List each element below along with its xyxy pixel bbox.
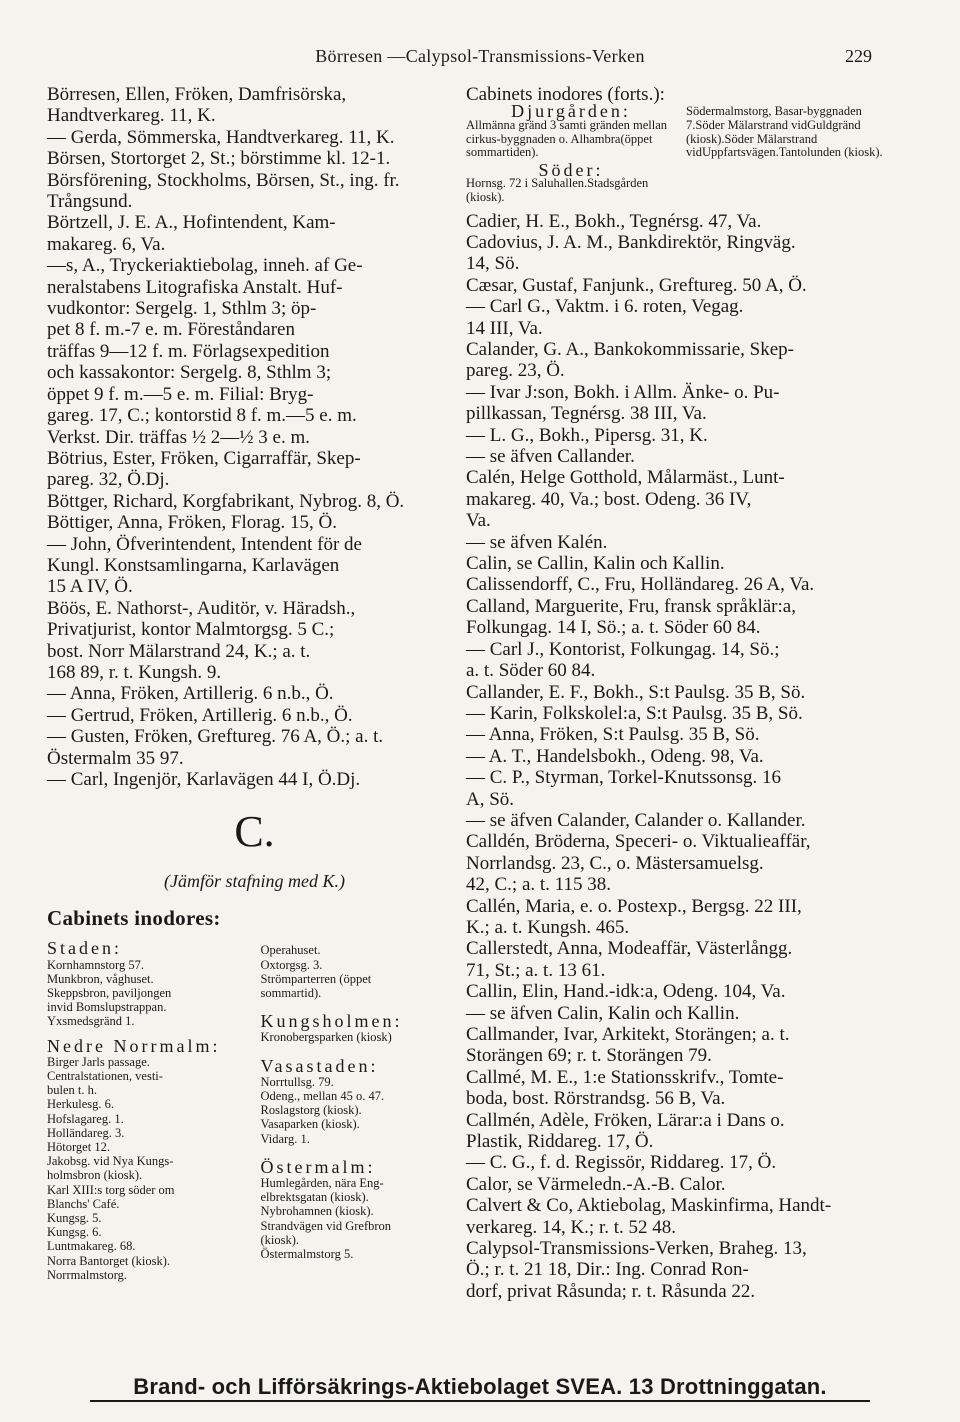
directory-entry	[47, 598, 462, 684]
list-item: Blanchs' Café.	[47, 1196, 120, 1211]
directory-entry	[47, 534, 462, 598]
entry-line: — C. G., f. d. Regissör, Riddareg. 17, Ö.	[466, 1152, 777, 1174]
entry-line: Cadovius, J. A. M., Bankdirektör, Ringväg.	[466, 231, 796, 253]
directory-entry	[466, 981, 896, 1002]
directory-entry	[466, 1238, 896, 1302]
entry-line: Börsförening, Stockholms, Börsen, St., ing. fr.	[47, 169, 400, 191]
entry-line: Calldén, Bröderna, Speceri- o. Viktualieaffär,	[466, 831, 811, 853]
entry-line: Callerstedt, Anna, Modeaffär, Västerlångg.	[466, 938, 793, 960]
entry-line: Norrlandsg. 23, C., o. Mästersamuelsg.	[466, 852, 764, 874]
list-item: Strandvägen vid Grefbron	[260, 1218, 392, 1233]
entry-line: neralstabens Litografiska Anstalt. Huf-	[47, 276, 343, 298]
list-item: Nybrohamnen (kiosk).	[260, 1204, 374, 1219]
list-item: Hötorget 12.	[47, 1140, 110, 1155]
entry-line: Folkungag. 14 I, Sö.; a. t. Söder 60 84.	[466, 617, 761, 639]
inodores-list	[47, 935, 462, 1282]
entry-line: Calissendorff, C., Fru, Holländareg. 26 A, Va.	[466, 574, 815, 596]
entry-line: Bötrius, Ester, Fröken, Cigarraffär, Skep-	[47, 447, 361, 469]
entry-line: Calin, se Callin, Kalin och Kallin.	[466, 553, 725, 575]
entry-line: öppet 9 f. m.—5 e. m. Filial: Bryg-	[47, 383, 314, 405]
directory-entry	[47, 84, 462, 127]
entry-line: pareg. 32, Ö.Dj.	[47, 469, 170, 491]
entry-line: boda, bost. Rörstrandsg. 56 B, Va.	[466, 1088, 726, 1110]
directory-entry	[47, 255, 462, 448]
directory-entry	[466, 425, 896, 446]
entry-line: 15 A IV, Ö.	[47, 576, 133, 598]
directory-entry	[466, 1024, 896, 1067]
entry-line: — Ivar J:son, Bokh. i Allm. Änke- o. Pu-	[466, 381, 780, 403]
directory-entry	[466, 1067, 896, 1110]
cross-reference-note: (Jämför stafning med K.)	[164, 871, 345, 892]
list-item: Stadsgården (kiosk).	[466, 176, 649, 204]
entry-line: — L. G., Bokh., Pipersg. 31, K.	[466, 424, 708, 446]
entry-line: Calander, G. A., Bankokommissarie, Skep-	[466, 339, 794, 360]
entry-line: K.; a. t. Kungsh. 465.	[466, 916, 630, 938]
entry-line: a. t. Söder 60 84.	[466, 660, 596, 682]
entry-line: Calor, se Värmeledn.-A.-B. Calor.	[466, 1173, 726, 1195]
kungsholmen-items	[261, 1030, 463, 1044]
directory-entry	[47, 448, 462, 491]
entry-line: — se äfven Calin, Kalin och Kallin.	[466, 1002, 740, 1024]
list-item: Birger Jarls passage.	[47, 1054, 150, 1069]
ostermalm-items	[261, 1176, 463, 1261]
directory-entry	[466, 896, 896, 939]
directory-entry	[466, 1174, 896, 1195]
entry-line: — Karin, Folkskolel:a, S:t Paulsg. 35 B, Sö.	[466, 702, 803, 724]
directory-entry	[466, 446, 896, 467]
list-item: Guldgränd (kiosk).	[686, 118, 861, 146]
entry-line: Östermalm 35 97.	[47, 747, 184, 769]
entry-line: och kassakontor: Sergelg. 8, Sthlm 3;	[47, 362, 332, 384]
entry-line: — John, Öfverintendent, Intendent för de	[47, 533, 362, 555]
entry-line: — Anna, Fröken, Artillerig. 6 n.b., Ö.	[47, 683, 334, 705]
entry-line: Böttger, Richard, Korgfabrikant, Nybrog. 8, Ö.	[47, 490, 405, 512]
entry-line: 14 III, Va.	[466, 317, 543, 339]
directory-entry	[466, 746, 896, 767]
entry-line: — Gusten, Fröken, Greftureg. 76 A, Ö.; a. t.	[47, 726, 384, 748]
entry-line: bost. Norr Mälarstrand 24, K.; a. t.	[47, 640, 311, 662]
entry-line: 71, St.; a. t. 13 61.	[466, 959, 606, 981]
entry-line: Storängen 69; r. t. Storängen 79.	[466, 1045, 712, 1067]
entry-line: makareg. 40, Va.; bost. Odeng. 36 IV,	[466, 488, 752, 510]
directory-entry	[47, 726, 462, 769]
directory-entry	[47, 683, 462, 704]
directory-entry	[466, 810, 896, 831]
vasastaden-heading: Vasastaden:	[260, 1055, 379, 1076]
directory-entry	[466, 553, 896, 574]
djurgarden-items	[466, 119, 676, 160]
entry-line: verkareg. 14, K.; r. t. 52 48.	[466, 1216, 677, 1238]
directory-entry	[466, 1195, 896, 1238]
entry-line: — C. P., Styrman, Torkel-Knutssonsg. 16	[466, 767, 782, 789]
list-item: Kornhamnstorg 57.	[47, 957, 144, 972]
entry-line: — A. T., Handelsbokh., Odeng. 98, Va.	[466, 745, 764, 767]
entry-line: Callander, E. F., Bokh., S:t Paulsg. 35 B, Sö.	[466, 681, 806, 703]
entry-line: Plastik, Riddareg. 17, Ö.	[466, 1131, 654, 1153]
right-entries	[466, 211, 896, 1303]
entry-line: Callmén, Adèle, Fröken, Lärar:a i Dans o.	[466, 1109, 785, 1131]
entry-line: —s, A., Tryckeriaktiebolag, inneh. af Ge-	[47, 255, 363, 277]
entry-line: gareg. 17, C.; kontorstid 8 f. m.—5 e. m.	[47, 405, 357, 427]
entry-line: — se äfven Callander.	[466, 446, 635, 468]
directory-entry	[466, 1110, 896, 1153]
list-item: i gränden mellan cirkus-	[466, 118, 667, 146]
entry-line: träffas 9—12 f. m. Förlagsexpedition	[47, 340, 330, 362]
directory-entry	[466, 275, 896, 296]
directory-entry	[466, 682, 896, 703]
djurgarden-heading: Djurgården:	[511, 101, 631, 122]
directory-entry	[47, 148, 462, 169]
entry-line: Ö.; r. t. 21 18, Dir.: Ing. Conrad Ron-	[466, 1259, 749, 1281]
right-column	[466, 84, 896, 1302]
list-item: Kungsg. 5.	[47, 1211, 102, 1226]
list-item: Oxtorgsg. 3.	[260, 957, 323, 972]
left-entries	[47, 84, 462, 790]
entry-line: Trångsund.	[47, 191, 133, 213]
entry-line: Privatjurist, kontor Malmtorgsg. 5 C.;	[47, 619, 335, 641]
list-item: Holländareg. 3.	[47, 1125, 125, 1140]
entry-line: 14, Sö.	[466, 253, 520, 275]
directory-entry	[466, 211, 896, 232]
list-item: (öppet sommartiden).	[466, 131, 653, 160]
entry-line: Börtzell, J. E. A., Hofintendent, Kam-	[47, 212, 336, 234]
entry-line: Cadier, H. E., Bokh., Tegnérsg. 47, Va.	[466, 210, 762, 232]
list-item: bulen t. h.	[47, 1083, 97, 1098]
entry-line: Calland, Marguerite, Fru, fransk språklär:a,	[466, 595, 796, 617]
list-item: Norra Bantorget (kiosk).	[47, 1253, 171, 1268]
directory-entry	[466, 703, 896, 724]
list-item: byggnaden o. Alhambra	[500, 131, 621, 146]
list-item: Strömparterren (öppet	[260, 971, 372, 986]
list-item: Skeppsbron, paviljongen	[47, 986, 172, 1001]
directory-entry	[466, 532, 896, 553]
page-number: 229	[845, 46, 872, 66]
kungsholmen-heading: Kungsholmen:	[260, 1011, 403, 1032]
left-column	[47, 84, 462, 1282]
list-item: Operahuset.	[260, 943, 321, 958]
list-item: (kiosk).	[260, 1232, 300, 1247]
list-item: byggnaden 7.	[686, 104, 862, 132]
staden-items-b	[261, 943, 463, 1000]
list-item: Östermalmstorg 5.	[260, 1247, 354, 1262]
entry-line: Calvert & Co, Aktiebolag, Maskinfirma, Handt-	[466, 1195, 832, 1217]
list-item: Yxsmedsgränd 1.	[47, 1014, 135, 1029]
list-item: Munkbron, våghuset.	[47, 971, 154, 986]
list-item: Herkulesg. 6.	[47, 1097, 114, 1112]
entry-line: Calén, Helge Gotthold, Målarmäst., Lunt-	[466, 467, 785, 489]
list-item: Uppfartsvägen.	[701, 145, 779, 160]
entry-line: Handtverkareg. 11, K.	[47, 105, 216, 127]
directory-entry	[47, 127, 462, 148]
directory-entry	[466, 382, 896, 425]
nedre-norrmalm-items	[47, 1055, 249, 1282]
directory-entry	[47, 491, 462, 512]
entry-line: Böös, E. Nathorst-, Auditör, v. Häradsh.,	[47, 597, 356, 619]
soder-items-b	[686, 105, 896, 159]
directory-entry	[466, 339, 896, 382]
directory-entry	[466, 639, 896, 682]
list-item: Söder Mälarstrand vid	[686, 131, 818, 160]
entry-line: makareg. 6, Va.	[47, 233, 166, 255]
directory-entry	[47, 705, 462, 726]
list-item: Humlegården, nära Eng-	[260, 1176, 384, 1191]
list-item: Vidarg. 1.	[260, 1131, 310, 1146]
list-item: Roslagstorg (kiosk).	[260, 1103, 362, 1118]
soder-heading: Söder:	[538, 159, 604, 180]
directory-entry	[466, 724, 896, 745]
entry-line: Börresen, Ellen, Fröken, Damfrisörska,	[47, 84, 347, 105]
list-item: Kungsg. 6.	[47, 1225, 102, 1240]
directory-entry	[47, 212, 462, 255]
entry-line: — Carl G., Vaktm. i 6. roten, Vegag.	[466, 296, 744, 318]
section-title: Cabinets inodores:	[47, 906, 221, 931]
entry-line: vudkontor: Sergelg. 1, Sthlm 3; öp-	[47, 298, 317, 320]
entry-line: pet 8 f. m.-7 e. m. Föreståndaren	[47, 319, 295, 341]
entry-line: Callén, Maria, e. o. Postexp., Bergsg. 22 III,	[466, 895, 802, 917]
entry-line: pareg. 23, Ö.	[466, 360, 565, 382]
entry-line: Callmander, Ivar, Arkitekt, Storängen; a. t.	[466, 1024, 790, 1045]
directory-entry	[466, 574, 896, 595]
staden-heading: Staden:	[47, 938, 122, 959]
list-item: elbrektsgatan (kiosk).	[260, 1190, 369, 1205]
entry-line: pillkassan, Tegnérsg. 38 III, Va.	[466, 403, 707, 425]
entry-line: dorf, privat Råsunda; r. t. Råsunda 22.	[466, 1280, 756, 1302]
entry-line: — Carl J., Kontorist, Folkungag. 14, Sö.;	[466, 638, 780, 660]
list-item: Karl XIII:s torg söder om	[47, 1182, 175, 1197]
directory-entry	[466, 938, 896, 981]
list-item: Luntmakareg. 68.	[47, 1239, 136, 1254]
entry-line: 42, C.; a. t. 115 38.	[466, 874, 611, 896]
directory-entry	[47, 769, 462, 790]
directory-entry	[47, 170, 462, 213]
directory-entry	[466, 596, 896, 639]
list-item: Vasaparken (kiosk).	[260, 1117, 360, 1132]
directory-entry	[466, 831, 896, 895]
entry-line: Callmé, M. E., 1:e Stationsskrifv., Tomte-	[466, 1066, 784, 1088]
entry-line: — Gerda, Sömmerska, Handtverkareg. 11, K.	[47, 126, 395, 148]
entry-line: Va.	[466, 510, 491, 532]
list-item: holmsbron (kiosk).	[47, 1168, 143, 1183]
list-item: Centralstationen, vesti-	[47, 1069, 163, 1084]
entry-line: Callin, Elin, Hand.-idk:a, Odeng. 104, Va.	[466, 981, 786, 1003]
list-item: Norrmalmstorg.	[47, 1267, 127, 1282]
footer-rule	[90, 1400, 870, 1402]
list-item: Odeng., mellan 45 o. 47.	[260, 1089, 385, 1104]
footer-advertisement: Brand- och Lifförsäkrings-Aktiebolaget SVEA. 13 Drottninggatan.	[133, 1374, 827, 1399]
entry-line: Börsen, Stortorget 2, St.; börstimme kl. 12-1.	[47, 148, 391, 170]
staden-items	[47, 958, 249, 1029]
nedre-norrmalm-heading: Nedre Norrmalm:	[47, 1035, 221, 1056]
entry-line: Kungl. Konstsamlingarna, Karlavägen	[47, 554, 340, 576]
list-item: Kronobergsparken (kiosk)	[260, 1030, 392, 1045]
list-item: Hornsg. 72 i Saluhallen.	[466, 176, 588, 191]
directory-entry	[47, 512, 462, 533]
running-title: Börresen —Calypsol-Transmissions-Verken	[315, 46, 645, 66]
list-item: Jakobsg. vid Nya Kungs-	[47, 1154, 174, 1169]
directory-entry	[466, 767, 896, 810]
list-item: Hofslagareg. 1.	[47, 1111, 124, 1126]
entry-line: — Anna, Fröken, S:t Paulsg. 35 B, Sö.	[466, 724, 760, 746]
entry-line: — se äfven Calander, Calander o. Kallander.	[466, 809, 806, 831]
entry-line: — se äfven Kalén.	[466, 531, 608, 553]
section-letter: C.	[234, 807, 275, 857]
ostermalm-heading: Östermalm:	[260, 1156, 376, 1177]
entry-line: 168 89, r. t. Kungsh. 9.	[47, 661, 222, 683]
list-item: Södermalmstorg, Basar-	[686, 104, 808, 119]
list-item: invid Bomslupstrappan.	[47, 1000, 167, 1015]
directory-entry	[466, 467, 896, 531]
directory-entry	[466, 1152, 896, 1173]
entry-line: — Gertrud, Fröken, Artillerig. 6 n.b., Ö.	[47, 704, 353, 726]
entry-line: Calypsol-Transmissions-Verken, Braheg. 13,	[466, 1238, 807, 1260]
directory-entry	[466, 232, 896, 275]
list-item: Söder Mälarstrand vid	[695, 118, 808, 132]
list-item: Tantolunden (kiosk).	[778, 145, 883, 160]
entry-line: Verkst. Dir. träffas ½ 2—½ 3 e. m.	[47, 426, 310, 448]
list-item: sommartid).	[260, 986, 322, 1001]
page-header	[0, 46, 960, 76]
inodores-continued	[466, 101, 896, 204]
entry-line: Böttiger, Anna, Fröken, Florag. 15, Ö.	[47, 512, 338, 534]
vasastaden-items	[261, 1075, 463, 1146]
directory-entry	[466, 296, 896, 339]
list-item: Allmänna gränd 3 samt	[466, 118, 583, 132]
entry-line: Cæsar, Gustaf, Fanjunk., Greftureg. 50 A, Ö.	[466, 274, 807, 296]
soder-items	[466, 177, 676, 204]
entry-line: A, Sö.	[466, 788, 515, 810]
entry-line: — Carl, Ingenjör, Karlavägen 44 I, Ö.Dj.	[47, 769, 361, 790]
continuation-title: Cabinets inodores (forts.):	[466, 84, 665, 105]
list-item: Norrtullsg. 79.	[260, 1074, 334, 1089]
directory-entry	[466, 1003, 896, 1024]
